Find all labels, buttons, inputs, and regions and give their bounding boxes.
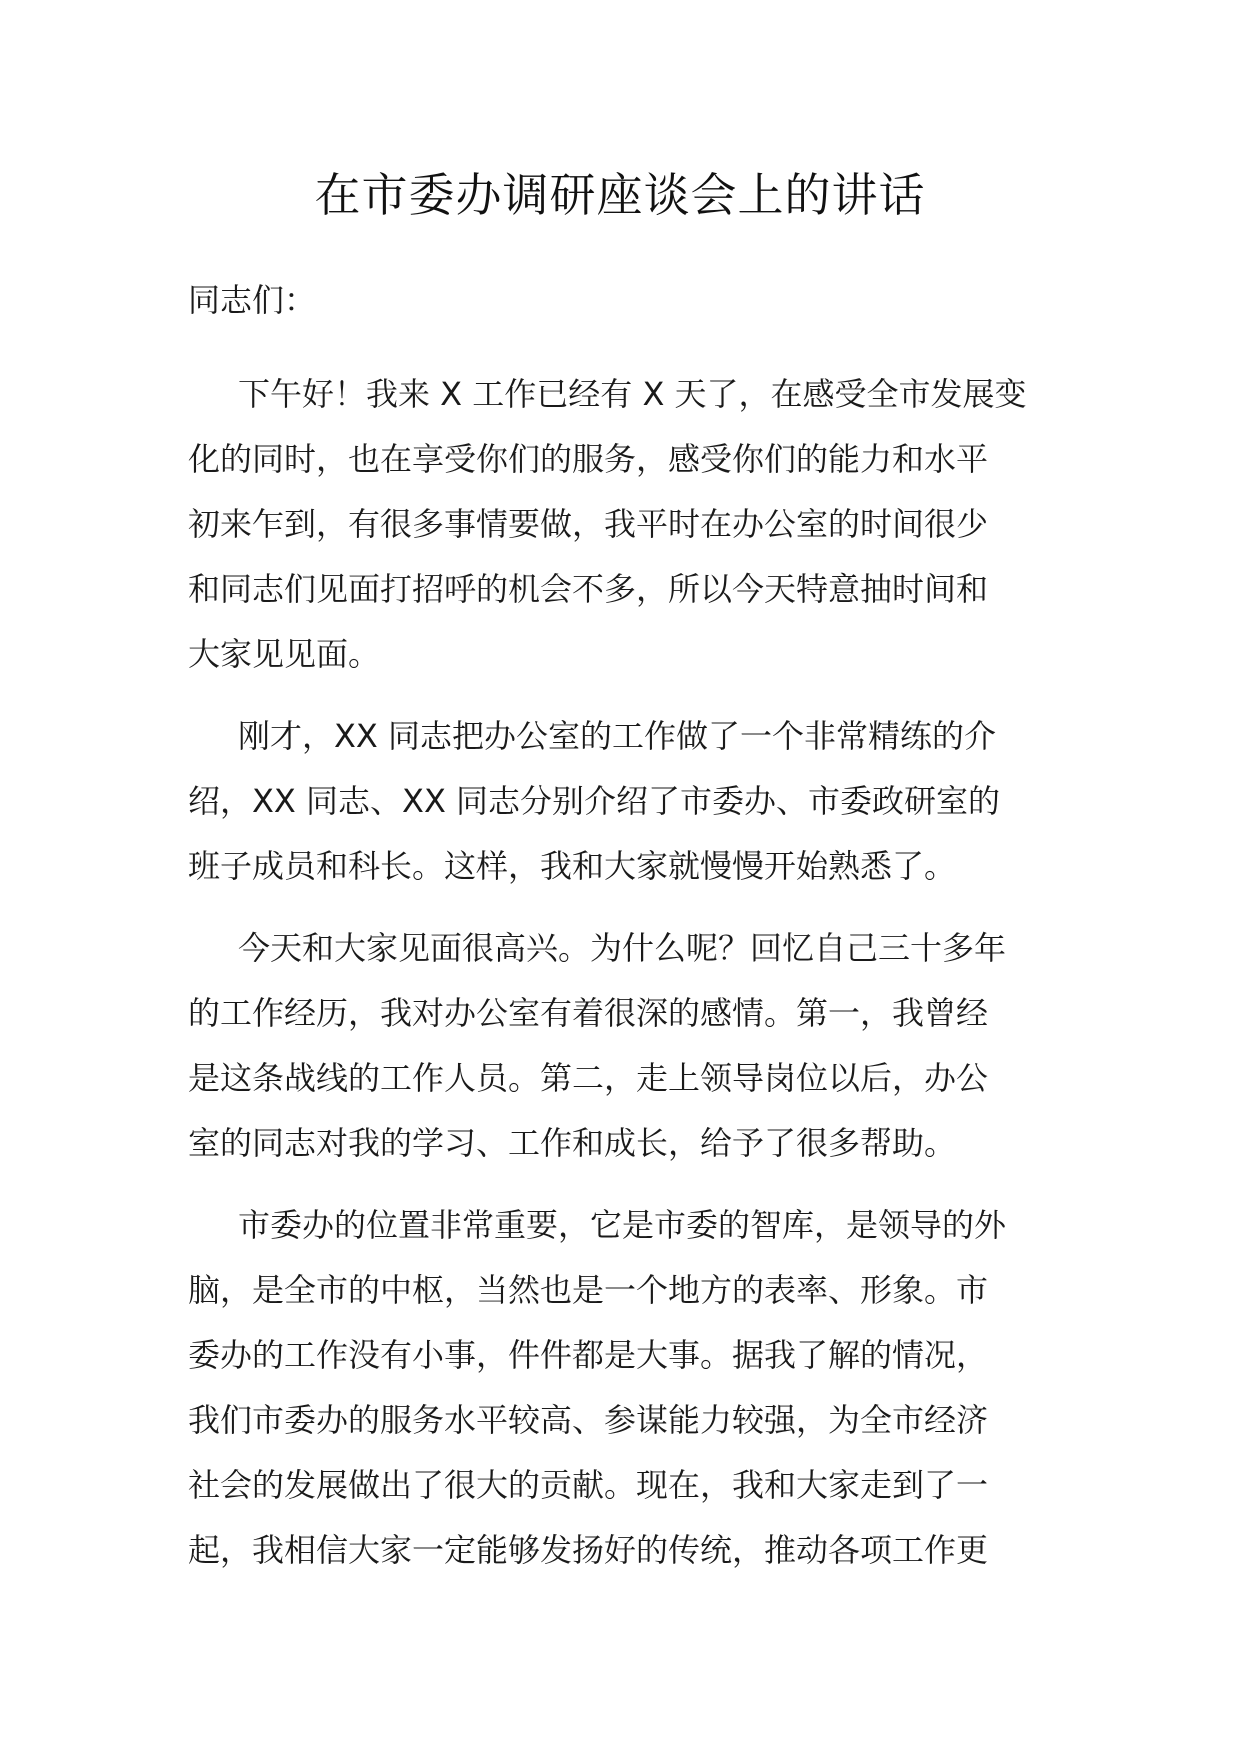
text-line: 社会的发展做出了很大的贡献。现在，我和大家走到了一: [188, 1466, 989, 1504]
text-line: 是这条战线的工作人员。第二，走上领导岗位以后，办公: [188, 1059, 989, 1097]
text-line: 班子成员和科长。这样，我和大家就慢慢开始熟悉了。: [188, 847, 957, 885]
text-line: 我们市委办的服务水平较高、参谋能力较强，为全市经济: [188, 1401, 989, 1439]
text-line: 脑，是全市的中枢，当然也是一个地方的表率、形象。市: [188, 1271, 989, 1309]
text-line: 起，我相信大家一定能够发扬好的传统，推动各项工作更: [188, 1531, 989, 1569]
paragraph: [188, 362, 1060, 687]
paragraph: [188, 1193, 1060, 1583]
text-line: 下午好！我来 X 工作已经有 X 天了，在感受全市发展变: [238, 375, 1027, 413]
text-line: 绍，XX 同志、XX 同志分别介绍了市委办、市委政研室的: [188, 782, 1001, 820]
paragraph: [188, 704, 1060, 899]
text-line: 的工作经历，我对办公室有着很深的感情。第一，我曾经: [188, 994, 989, 1032]
text-line: 室的同志对我的学习、工作和成长，给予了很多帮助。: [188, 1124, 957, 1162]
text-line: 刚才，XX 同志把办公室的工作做了一个非常精练的介: [238, 717, 997, 755]
document-body: [188, 362, 1060, 1600]
text-line: 今天和大家见面很高兴。为什么呢？回忆自己三十多年: [238, 929, 1007, 967]
text-line: 大家见见面。: [188, 635, 381, 673]
paragraph: [188, 916, 1060, 1176]
text-line: 初来乍到，有很多事情要做，我平时在办公室的时间很少: [188, 505, 989, 543]
text-line: 化的同时，也在享受你们的服务，感受你们的能力和水平: [188, 440, 989, 478]
text-line: 市委办的位置非常重要，它是市委的智库，是领导的外: [238, 1206, 1007, 1244]
salutation: 同志们：: [188, 281, 317, 319]
text-line: 和同志们见面打招呼的机会不多，所以今天特意抽时间和: [188, 570, 989, 608]
document-title: 在市委办调研座谈会上的讲话: [314, 168, 926, 222]
text-line: 委办的工作没有小事，件件都是大事。据我了解的情况，: [188, 1336, 989, 1374]
